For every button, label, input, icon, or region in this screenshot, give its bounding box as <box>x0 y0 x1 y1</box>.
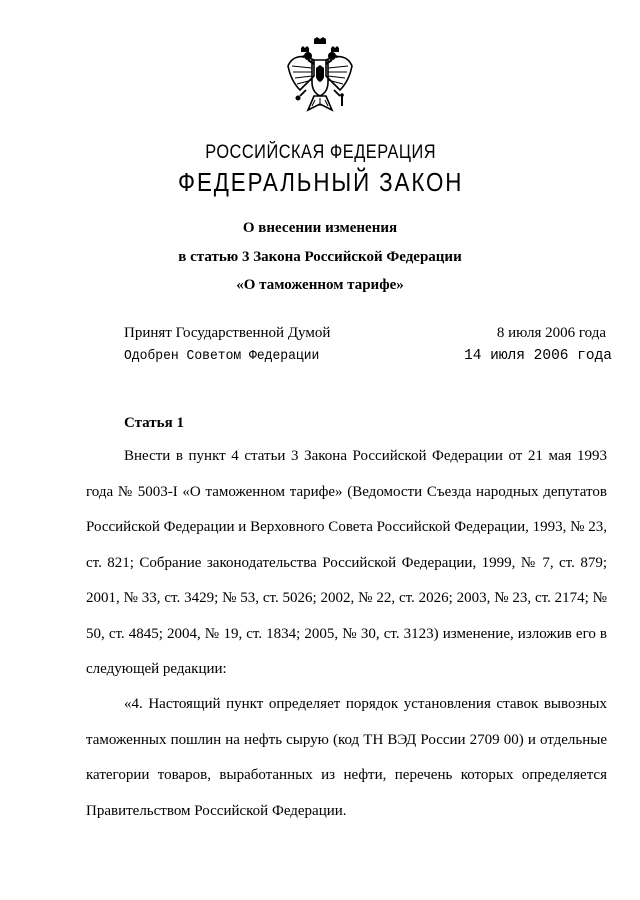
approved-by-council-label: Одобрен Советом Федерации <box>124 348 320 364</box>
country-heading: РОССИЙСКАЯ ФЕДЕРАЦИЯ <box>205 142 437 163</box>
law-title-line-1: О внесении изменения <box>242 220 398 236</box>
approved-date: 14 июля 2006 года <box>464 348 612 364</box>
article-paragraph-1: Внести в пункт 4 статьи 3 Закона Российской Федерации от 21 мая 1993 года № 5003-I «О таможенном тарифе» (Ведомости Съезда народных депутатов Российской Федерации и Верховного Совета Российской Федерации, 1993, № 23, ст. 821; Собрание законодательства Российской Федерации, 1999, № 7, ст. 879; 2001, № 33, ст. 3429; № 53, ст. 5026; 2002, № 22, ст. 2026; 2003, № 23, ст. 2174; № 50, ст. 4845; 2004, № 19, ст. 1834; 2005, № 30, ст. 3123) изменение, изложив его в следующей редакции: <box>86 448 607 677</box>
adopted-by-duma-label: Принят Государственной Думой <box>124 325 331 341</box>
article-heading: Статья 1 <box>124 415 184 431</box>
law-title-line-3: «О таможенном тарифе» <box>236 277 404 293</box>
law-title-line-2: в статью 3 Закона Российской Федерации <box>178 249 462 265</box>
article-paragraph-2: «4. Настоящий пункт определяет порядок установления ставок вывозных таможенных пошлин на нефть сырую (код ТН ВЭД России 2709 00) и отдельные категории товаров, выработанных из нефти, перечень которых определяется Правительством Российской Федерации. <box>86 696 607 819</box>
coat-of-arms-icon <box>284 36 356 118</box>
document-type-heading: ФЕДЕРАЛЬНЫЙ ЗАКОН <box>178 167 464 197</box>
adopted-date: 8 июля 2006 года <box>496 325 606 341</box>
